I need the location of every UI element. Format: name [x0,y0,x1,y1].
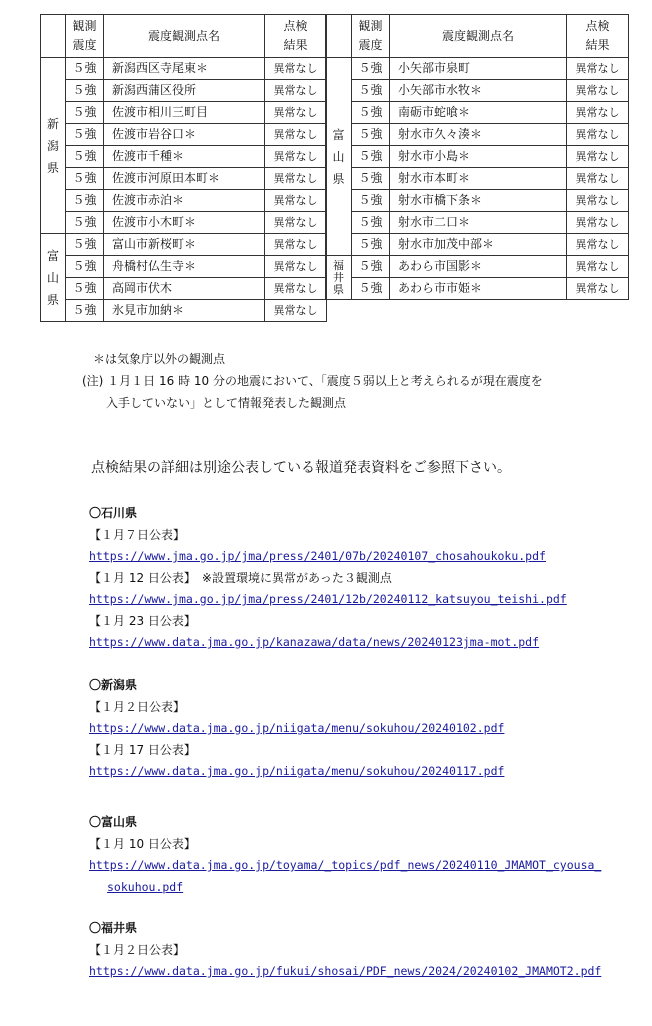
result-cell: 異常なし [265,124,327,146]
table-row [326,124,629,146]
intensity-cell: ５強 [352,278,390,300]
result-cell: 異常なし [567,212,629,234]
result-cell: 異常なし [567,102,629,124]
table-row [41,234,327,256]
publish-date: 【１月２日公表】 [89,699,186,714]
intensity-cell: ５強 [66,190,104,212]
header-station-name: 震度観測点名 [390,15,567,58]
result-cell: 異常なし [265,146,327,168]
station-name-cell: 小矢部市水牧＊ [390,80,567,102]
prefecture-cell: 新 潟 県 [41,58,66,234]
station-name-cell: 南砺市蛇喰＊ [390,102,567,124]
header-inspection-result: 点検 結果 [265,15,327,58]
table-row [326,190,629,212]
table-header-row [41,15,327,58]
station-name-cell: 射水市久々湊＊ [390,124,567,146]
press-release-link[interactable]: https://www.data.jma.go.jp/kanazawa/data/news/20240123jma-mot.pdf [89,635,540,649]
station-name-cell: 新潟西区寺尾東＊ [104,58,265,80]
table-row [326,278,629,300]
station-name-cell: あわら市市姫＊ [390,278,567,300]
intensity-cell: ５強 [352,256,390,278]
prefecture-cell: 福 井 県 [326,256,352,300]
press-release-link[interactable]: https://www.data.jma.go.jp/niigata/menu/sokuhou/20240102.pdf [89,721,505,735]
intensity-cell: ５強 [66,212,104,234]
table-row [326,102,629,124]
station-name-cell: 舟橋村仏生寺＊ [104,256,265,278]
table-row [326,58,629,80]
reference-lead-text: 点検結果の詳細は別途公表している報道発表資料をご参照下さい。 [91,460,511,476]
intensity-cell: ５強 [352,58,390,80]
press-release-link[interactable]: https://www.data.jma.go.jp/toyama/_topics/pdf_news/20240110_JMAMOT_cyousa_ [89,858,602,872]
intensity-cell: ５強 [352,80,390,102]
footnote-line-1: (注) １月１日 16 時 10 分の地震において、「震度５弱以上と考えられるが現在震度を [82,374,543,388]
section-heading: 〇富山県 [89,815,138,829]
publish-date: 【１月 10 日公表】 [89,836,196,851]
result-cell: 異常なし [265,278,327,300]
intensity-cell: ５強 [66,300,104,322]
table-row [326,256,629,278]
result-cell: 異常なし [567,256,629,278]
section-heading: 〇新潟県 [89,678,138,692]
header-prefecture [326,15,352,58]
station-name-cell: 射水市二口＊ [390,212,567,234]
intensity-cell: ５強 [352,102,390,124]
intensity-cell: ５強 [352,168,390,190]
intensity-cell: ５強 [66,234,104,256]
station-name-cell: 佐渡市赤泊＊ [104,190,265,212]
station-name-cell: 射水市小島＊ [390,146,567,168]
table-row [41,168,327,190]
station-name-cell: 射水市橋下条＊ [390,190,567,212]
header-prefecture [41,15,66,58]
header-observed-intensity: 観測 震度 [352,15,390,58]
prefecture-cell: 富 山 県 [326,58,352,256]
intensity-cell: ５強 [66,58,104,80]
table-row [326,80,629,102]
section-fukui [89,918,601,983]
table-header-row [326,15,629,58]
table-row [41,212,327,234]
section-toyama [89,812,601,898]
station-name-cell: 佐渡市小木町＊ [104,212,265,234]
table-row [326,168,629,190]
table-row [41,102,327,124]
section-ishikawa [89,503,567,654]
footnote-line-2: 入手していない」として情報発表した観測点 [106,396,347,410]
station-name-cell: 高岡市伏木 [104,278,265,300]
station-name-cell: 佐渡市岩谷口＊ [104,124,265,146]
publish-date: 【１月 17 日公表】 [89,742,196,757]
result-cell: 異常なし [265,234,327,256]
header-observed-intensity: 観測 震度 [66,15,104,58]
intensity-cell: ５強 [352,190,390,212]
result-cell: 異常なし [567,146,629,168]
station-name-cell: 佐渡市河原田本町＊ [104,168,265,190]
station-name-cell: 射水市本町＊ [390,168,567,190]
intensity-cell: ５強 [66,256,104,278]
intensity-cell: ５強 [352,212,390,234]
table-row [41,300,327,322]
table-row [326,234,629,256]
prefecture-cell: 富 山 県 [41,234,66,322]
intensity-cell: ５強 [66,278,104,300]
table-row [41,278,327,300]
table-row [41,190,327,212]
result-cell: 異常なし [567,234,629,256]
station-table-right [325,14,629,300]
intensity-cell: ５強 [352,146,390,168]
result-cell: 異常なし [265,168,327,190]
intensity-cell: ５強 [66,124,104,146]
table-row [326,212,629,234]
table-row [326,146,629,168]
section-heading: 〇福井県 [89,921,138,935]
header-inspection-result: 点検 結果 [567,15,629,58]
result-cell: 異常なし [265,190,327,212]
result-cell: 異常なし [567,124,629,146]
result-cell: 異常なし [567,58,629,80]
intensity-cell: ５強 [66,146,104,168]
intensity-cell: ５強 [66,168,104,190]
press-release-link[interactable]: https://www.data.jma.go.jp/fukui/shosai/PDF_news/2024/20240102_JMAMOT2.pdf [89,964,602,978]
result-cell: 異常なし [265,58,327,80]
result-cell: 異常なし [567,278,629,300]
intensity-cell: ５強 [66,80,104,102]
intensity-cell: ５強 [352,124,390,146]
result-cell: 異常なし [567,168,629,190]
result-cell: 異常なし [265,80,327,102]
station-name-cell: 佐渡市相川三町目 [104,102,265,124]
intensity-cell: ５強 [66,102,104,124]
station-name-cell: 射水市加茂中部＊ [390,234,567,256]
section-heading: 〇石川県 [89,506,138,520]
station-name-cell: 小矢部市泉町 [390,58,567,80]
result-cell: 異常なし [265,256,327,278]
station-table-left [40,14,327,322]
publish-date: 【１月 12 日公表】 ※設置環境に異常があった３観測点 [89,570,392,585]
station-name-cell: 氷見市加納＊ [104,300,265,322]
result-cell: 異常なし [265,102,327,124]
table-row [41,80,327,102]
result-cell: 異常なし [567,80,629,102]
asterisk-note: ＊は気象庁以外の観測点 [93,352,226,366]
result-cell: 異常なし [567,190,629,212]
section-niigata [89,675,504,783]
table-row [41,58,327,80]
intensity-cell: ５強 [352,234,390,256]
press-release-link[interactable]: https://www.data.jma.go.jp/niigata/menu/sokuhou/20240117.pdf [89,764,505,778]
table-row [41,146,327,168]
table-row [41,124,327,146]
station-name-cell: 佐渡市千種＊ [104,146,265,168]
header-station-name: 震度観測点名 [104,15,265,58]
station-name-cell: 新潟西蒲区役所 [104,80,265,102]
press-release-link-continued[interactable]: sokuhou.pdf [107,879,184,894]
station-name-cell: 富山市新桜町＊ [104,234,265,256]
press-release-link[interactable]: https://www.jma.go.jp/jma/press/2401/07b/20240107_chosahoukoku.pdf [89,549,546,563]
publish-date: 【１月 23 日公表】 [89,613,196,628]
result-cell: 異常なし [265,212,327,234]
table-row [41,256,327,278]
station-name-cell: あわら市国影＊ [390,256,567,278]
publish-date: 【１月２日公表】 [89,942,186,957]
press-release-link[interactable]: https://www.jma.go.jp/jma/press/2401/12b/20240112_katsuyou_teishi.pdf [89,592,567,606]
publish-date: 【１月７日公表】 [89,527,186,542]
result-cell: 異常なし [265,300,327,322]
